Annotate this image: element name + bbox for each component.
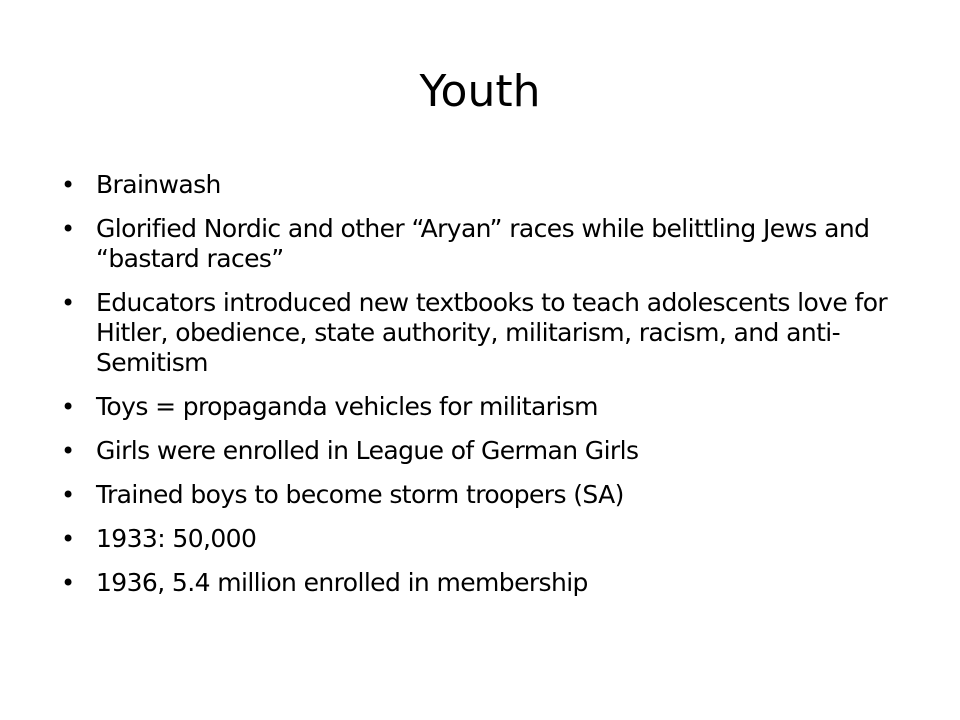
list-item — [56, 480, 916, 510]
bullet-list — [56, 170, 916, 612]
list-item — [56, 214, 916, 274]
bullet-icon: • — [61, 569, 75, 597]
bullet-icon: • — [61, 481, 75, 509]
bullet-text: Trained boys to become storm troopers (SA) — [96, 480, 624, 509]
bullet-text: 1933: 50,000 — [96, 524, 257, 553]
list-item — [56, 288, 916, 378]
bullet-icon: • — [61, 393, 75, 421]
list-item — [56, 436, 916, 466]
list-item — [56, 170, 916, 200]
slide-title: Youth — [419, 66, 541, 117]
bullet-text: Girls were enrolled in League of German Girls — [96, 436, 639, 465]
bullet-text: Brainwash — [96, 170, 221, 199]
bullet-icon: • — [61, 525, 75, 553]
list-item — [56, 392, 916, 422]
bullet-text: Educators introduced new textbooks to teach adolescents love for Hitler, obedience, state authority, militarism, racism, and anti-Semitism — [96, 288, 888, 377]
bullet-icon: • — [61, 437, 75, 465]
bullet-icon: • — [61, 215, 75, 243]
list-item — [56, 568, 916, 598]
list-item — [56, 524, 916, 554]
bullet-text: Glorified Nordic and other “Aryan” races while belittling Jews and “bastard races” — [96, 214, 870, 273]
bullet-icon: • — [61, 289, 75, 317]
bullet-text: Toys = propaganda vehicles for militarism — [96, 392, 598, 421]
bullet-icon: • — [61, 171, 75, 199]
bullet-text: 1936, 5.4 million enrolled in membership — [96, 568, 588, 597]
